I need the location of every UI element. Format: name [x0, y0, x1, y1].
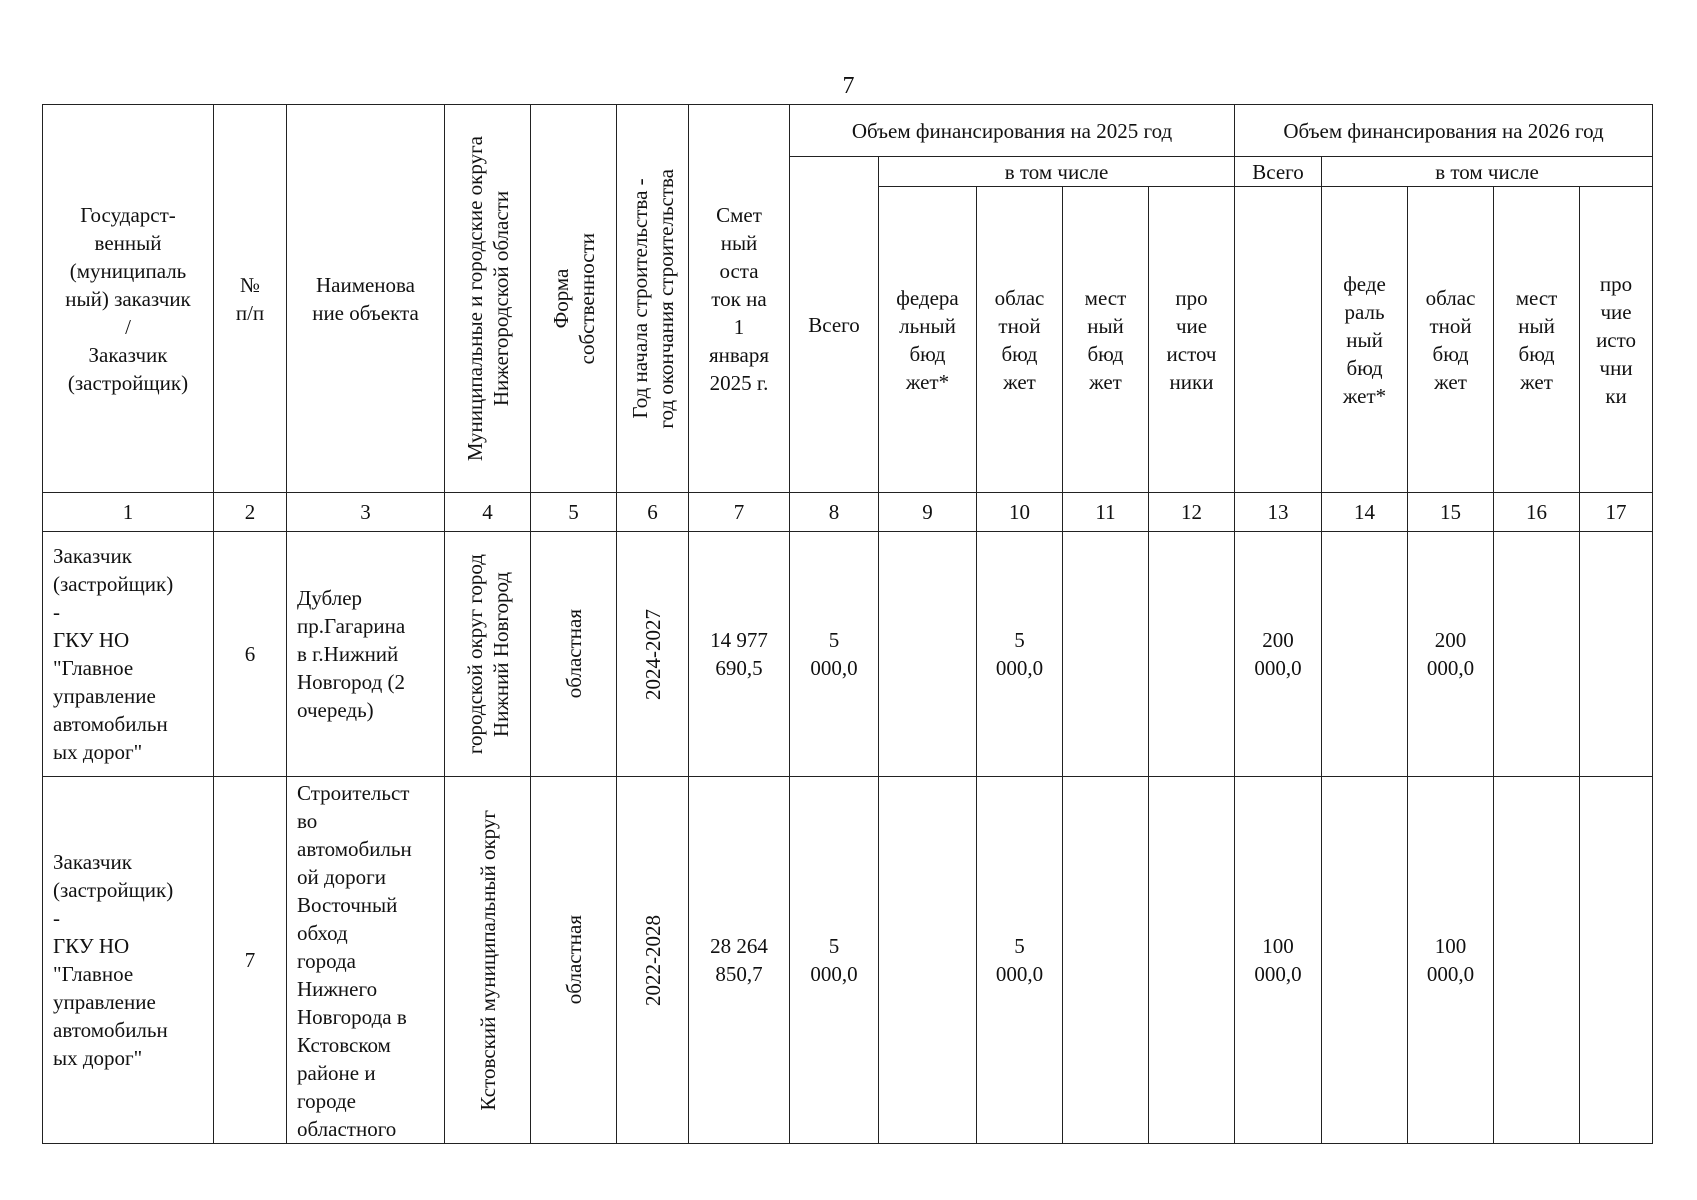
table-row: [43, 777, 1653, 1144]
header-municipality: Муниципальные и городские округа Нижегородской области: [462, 135, 513, 462]
row-municipality-cell: [445, 532, 531, 777]
row-years: 2022-2028: [640, 914, 665, 1006]
header-total-2026-empty: [1235, 187, 1322, 493]
row-customer: Заказчик (застройщик) - ГКУ НО "Главное управление автомобильн ых дорог": [43, 532, 214, 777]
header-customer: Государст- венный (муниципаль ный) заказчик / Заказчик (застройщик): [43, 105, 214, 493]
column-number: 9: [879, 493, 977, 532]
row-total-2025: 5 000,0: [790, 532, 879, 777]
table-row: [43, 532, 1653, 777]
row-object-name: Дублер пр.Гагарина в г.Нижний Новгород (2 очередь): [287, 532, 445, 777]
row-other-2025: [1149, 777, 1235, 1144]
row-municipality: городской округ город Нижний Новгород: [462, 553, 513, 755]
financing-table: [42, 104, 1653, 1144]
header-federal-2026: феде раль ный бюд жет*: [1322, 187, 1408, 493]
header-regional-2026: облас тной бюд жет: [1408, 187, 1494, 493]
column-number: 4: [445, 493, 531, 532]
row-municipality-cell: [445, 777, 531, 1144]
column-number: 8: [790, 493, 879, 532]
row-object-name: Строительст во автомобильн ой дороги Восточный обход города Нижнего Новгорода в Кстовском районе и городе областного: [287, 777, 445, 1144]
row-total-2026: 100 000,0: [1235, 777, 1322, 1144]
header-other-2025: про чие источ ники: [1149, 187, 1235, 493]
row-regional-2025: 5 000,0: [977, 532, 1063, 777]
row-number: 6: [214, 532, 287, 777]
column-number: 1: [43, 493, 214, 532]
header-including-2025: в том числе: [879, 157, 1235, 187]
header-years-cell: [617, 105, 689, 493]
row-ownership-cell: [531, 532, 617, 777]
header-municipality-cell: [445, 105, 531, 493]
row-other-2026: [1580, 532, 1653, 777]
header-fin-2026: Объем финансирования на 2026 год: [1235, 105, 1653, 157]
row-years: 2024-2027: [640, 608, 665, 700]
header-local-2025: мест ный бюд жет: [1063, 187, 1149, 493]
row-local-2026: [1494, 532, 1580, 777]
row-federal-2026: [1322, 777, 1408, 1144]
row-ownership: областная: [561, 915, 586, 1005]
column-number: 14: [1322, 493, 1408, 532]
column-number: 11: [1063, 493, 1149, 532]
row-years-cell: [617, 777, 689, 1144]
row-local-2026: [1494, 777, 1580, 1144]
row-estimate: 14 977 690,5: [689, 532, 790, 777]
row-other-2025: [1149, 532, 1235, 777]
row-regional-2026: 200 000,0: [1408, 532, 1494, 777]
column-number: 6: [617, 493, 689, 532]
header-fin-2025: Объем финансирования на 2025 год: [790, 105, 1235, 157]
header-regional-2025: облас тной бюд жет: [977, 187, 1063, 493]
column-number-row: [43, 493, 1653, 532]
row-ownership: областная: [561, 609, 586, 699]
row-regional-2026: 100 000,0: [1408, 777, 1494, 1144]
row-total-2026: 200 000,0: [1235, 532, 1322, 777]
header-object-name: Наименова ние объекта: [287, 105, 445, 493]
header-ownership: Форма собственности: [548, 232, 599, 365]
row-ownership-cell: [531, 777, 617, 1144]
row-federal-2025: [879, 777, 977, 1144]
column-number: 16: [1494, 493, 1580, 532]
row-municipality: Кстовский муниципальный округ: [475, 809, 500, 1111]
header-total-2025: Всего: [790, 157, 879, 493]
header-federal-2025: федера льный бюд жет*: [879, 187, 977, 493]
header-years: Год начала строительства - год окончания строительства: [627, 168, 678, 429]
column-number: 13: [1235, 493, 1322, 532]
column-number: 10: [977, 493, 1063, 532]
header-number: № п/п: [214, 105, 287, 493]
header-including-2026: в том числе: [1322, 157, 1653, 187]
row-other-2026: [1580, 777, 1653, 1144]
header-estimate: Смет ный оста ток на 1 января 2025 г.: [689, 105, 790, 493]
header-total-2026: Всего: [1235, 157, 1322, 187]
header-local-2026: мест ный бюд жет: [1494, 187, 1580, 493]
row-local-2025: [1063, 777, 1149, 1144]
column-number: 3: [287, 493, 445, 532]
column-number: 15: [1408, 493, 1494, 532]
column-number: 12: [1149, 493, 1235, 532]
column-number: 7: [689, 493, 790, 532]
header-ownership-cell: [531, 105, 617, 493]
row-estimate: 28 264 850,7: [689, 777, 790, 1144]
row-customer: Заказчик (застройщик) - ГКУ НО "Главное управление автомобильн ых дорог": [43, 777, 214, 1144]
header-other-2026: про чие исто чни ки: [1580, 187, 1653, 493]
row-regional-2025: 5 000,0: [977, 777, 1063, 1144]
row-total-2025: 5 000,0: [790, 777, 879, 1144]
row-years-cell: [617, 532, 689, 777]
column-number: 5: [531, 493, 617, 532]
page-number: 7: [842, 73, 855, 99]
row-number: 7: [214, 777, 287, 1144]
row-federal-2026: [1322, 532, 1408, 777]
column-number: 2: [214, 493, 287, 532]
row-federal-2025: [879, 532, 977, 777]
column-number: 17: [1580, 493, 1653, 532]
row-local-2025: [1063, 532, 1149, 777]
